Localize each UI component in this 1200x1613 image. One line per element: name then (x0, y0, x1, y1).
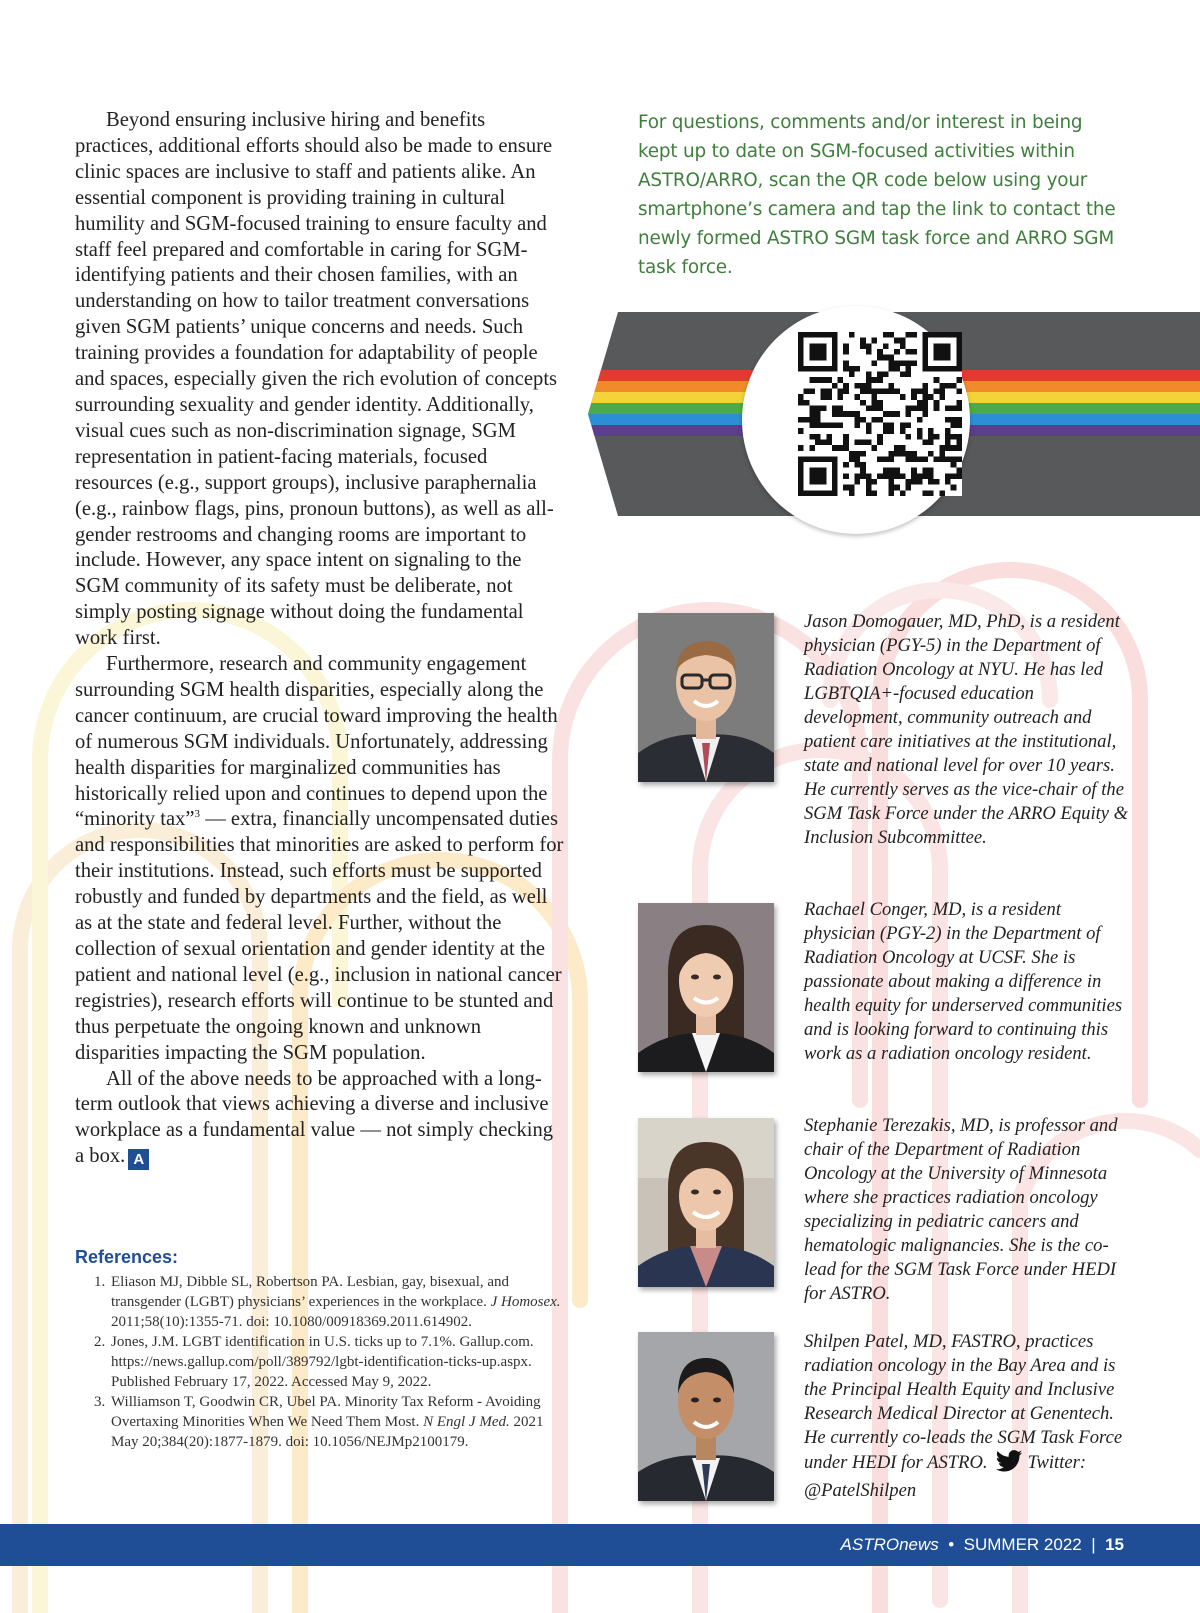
headshot-stephanie-terezakis (638, 1118, 774, 1287)
references-list (75, 1272, 565, 1452)
issue-label: SUMMER 2022 (963, 1535, 1082, 1554)
end-of-article-logo: A (128, 1149, 149, 1170)
footer-text (841, 1524, 1124, 1566)
footnote-marker: 3 (194, 808, 201, 821)
body-paragraph: All of the above needs to be approached with a long-term outlook that views achieving a diverse and inclusive workplace as a fundamental value — not simply checking a box. A (75, 1067, 554, 1169)
cta-text: For questions, comments and/or interest in being kept up to date on SGM-focused activities within ASTRO/ARRO, scan the QR code below using your smartphone’s camera and tap the link to contact the newly formed ASTRO SGM task force and ARRO SGM task force. (638, 112, 1116, 278)
reference-item: 3. Williamson T, Goodwin CR, Ubel PA. Minority Tax Reform - Avoiding Overtaxing Minorities When We Need Them Most. N Engl J Med. 2021 May 20;384(20):1877-1879. doi: 10.1056/NEJMp2100179. (109, 1392, 565, 1452)
footer-divider: | (1091, 1535, 1096, 1554)
page-number: 15 (1105, 1535, 1124, 1554)
references-heading: References: (75, 1247, 179, 1267)
qr-code[interactable] (798, 332, 962, 496)
reference-item: 2. Jones, J.M. LGBT identification in U.S. ticks up to 7.1%. Gallup.com. https://news.gallup.com/poll/389792/lgbt-identification-ticks-up.aspx. Published February 17, 2022. Accessed May 9, 2022. (109, 1332, 565, 1392)
headshot-shilpen-patel (638, 1332, 774, 1501)
page-footer (0, 1524, 1200, 1566)
twitter-icon[interactable] (994, 1450, 1024, 1479)
article-body (75, 108, 565, 1170)
body-paragraph: Furthermore, research and community engagement surrounding SGM health disparities, especially along the cancer continuum, are crucial toward improving the health of numerous SGM individuals. Unfortunately, addressing health disparities for marginalized communities has historically relied upon and continues to depend upon the “minority tax”$^3$ — extra, financially uncompensated duties and responsibilities that minorities are asked to perform for their institutions. Instead, such efforts must be supported robustly and funded by departments and the field, as well as at the state and federal level. Further, without the collection of sexual orientation and gender identity at the patient and national level (e.g., inclusion in national cancer registries), research efforts will continue to be stunted and thus perpetuate the ongoing known and unknown disparities impacting the SGM population. (75, 653, 564, 1064)
footer-bullet: • (948, 1535, 955, 1554)
publication-name: ASTROnews (840, 1535, 939, 1554)
body-paragraph: Beyond ensuring inclusive hiring and benefits practices, additional efforts should also be made to ensure clinic spaces are inclusive to staff and patients alike. An essential component is providing training in cultural humility and SGM-focused training to ensure faculty and staff feel prepared and comfortable in caring for SGM-identifying patients and their chosen families, with an understanding on how to tailor treatment conversations given SGM patients’ unique concerns and needs. Such training provides a foundation for adaptability of people and spaces, especially given the rich evolution of concepts surrounding sexuality and gender identity. Additionally, visual cues such as non-discrimination signage, SGM representation in patient-facing materials, focused resources (e.g., support groups), inclusive paraphernalia (e.g., rainbow flags, pins, pronoun buttons), as well as all-gender restrooms and changing rooms are important to include. However, any space intent on signaling to the SGM community of its safety must be deliberate, not simply posting signage without doing the fundamental work first. (75, 109, 558, 650)
headshot-rachael-conger (638, 903, 774, 1072)
references-section (75, 1247, 565, 1452)
reference-item: 1. Eliason MJ, Dibble SL, Robertson PA. Lesbian, gay, bisexual, and transgender (LGBT) physicians’ experiences in the workplace. J Homosex. 2011;58(10):1355-71. doi: 10.1080/00918369.2011.614902. (109, 1272, 565, 1332)
bio-shilpen-patel: Shilpen Patel, MD, FASTRO, practices radiation oncology in the Bay Area and is the Principal Health Equity and Inclusive Research Medical Director at Genentech. He currently co-leads the SGM Task Force under HEDI for ASTRO. Twitter: @PatelShilpen (804, 1331, 1123, 1501)
twitter-handle[interactable]: Twitter: @PatelShilpen (804, 1452, 1087, 1501)
bio-jason-domogauer: Jason Domogauer, MD, PhD, is a resident physician (PGY-5) in the Department of Radiation Oncology at NYU. He has led LGBTQIA+-focused education development, community outreach and patient care initiatives at the institutional, state and national level for over 10 years. He currently serves as the vice-chair of the SGM Task Force under the ARRO Equity & Inclusion Subcommittee. (804, 611, 1129, 848)
bio-stephanie-terezakis: Stephanie Terezakis, MD, is professor and chair of the Department of Radiation Oncology at the University of Minnesota where she practices radiation oncology specializing in pediatric cancers and hematologic malignancies. She is the co-lead for the SGM Task Force under HEDI for ASTRO. (804, 1115, 1118, 1304)
bio-rachael-conger: Rachael Conger, MD, is a resident physician (PGY-2) in the Department of Radiation Oncology at UCSF. She is passionate about making a difference in health equity for underserved communities and is looking forward to continuing this work as a radiation oncology resident. (804, 899, 1123, 1064)
headshot-jason-domogauer (638, 613, 774, 782)
